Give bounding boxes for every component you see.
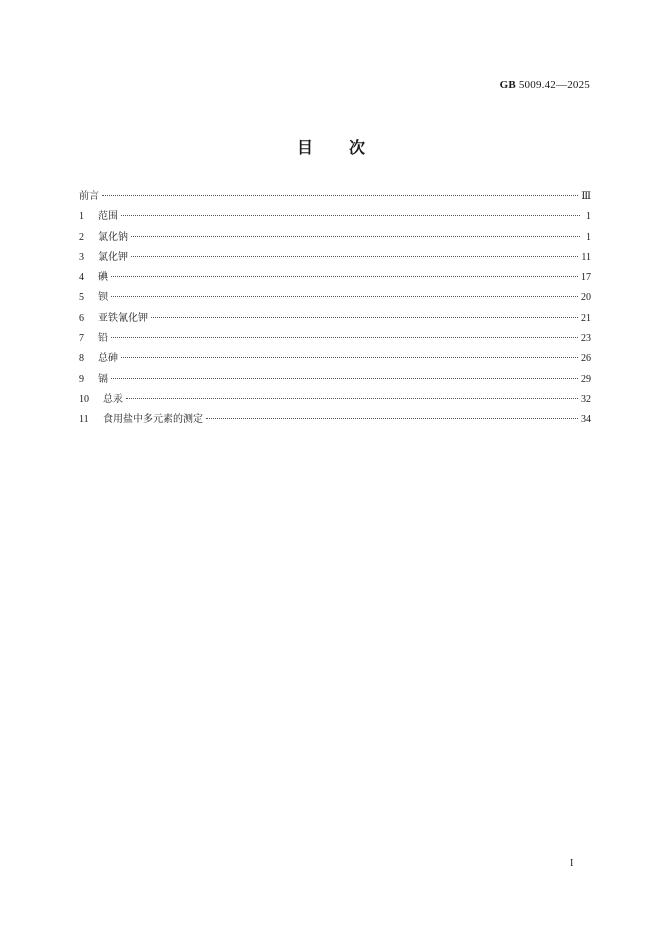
toc-page: 17 (581, 272, 591, 284)
toc-number: 6 (79, 312, 84, 324)
toc-page: Ⅲ (581, 191, 591, 202)
toc-label: 食用盐中多元素的测定 (103, 414, 203, 426)
toc-page: 34 (581, 414, 591, 426)
toc-entry-11[interactable] (79, 413, 591, 433)
toc-leader (111, 276, 578, 277)
table-of-contents (79, 190, 591, 434)
toc-label: 铅 (98, 333, 108, 345)
toc-number: 8 (79, 353, 84, 365)
toc-number: 11 (79, 414, 89, 426)
standard-prefix: GB (499, 79, 516, 91)
toc-number: 5 (79, 292, 84, 304)
toc-label: 镉 (98, 373, 108, 385)
toc-label: 碘 (98, 272, 108, 284)
toc-entry-4[interactable] (79, 271, 591, 291)
toc-label: 总汞 (103, 393, 123, 405)
toc-entry-10[interactable] (79, 393, 591, 413)
standard-number: 5009.42—2025 (518, 79, 590, 91)
toc-leader (206, 418, 578, 419)
toc-leader (111, 296, 578, 297)
toc-leader (131, 256, 578, 257)
toc-leader (121, 215, 580, 216)
toc-label: 钡 (98, 292, 108, 304)
toc-entry-7[interactable] (79, 332, 591, 352)
toc-number: 1 (79, 211, 84, 223)
page-number: I (570, 858, 574, 869)
toc-label: 范围 (98, 211, 118, 223)
toc-entry-9[interactable] (79, 373, 591, 393)
toc-entry-1[interactable] (79, 210, 591, 230)
toc-leader (121, 357, 578, 358)
toc-leader (111, 378, 578, 379)
toc-leader (151, 317, 578, 318)
toc-number: 4 (79, 272, 84, 284)
toc-label: 亚铁氰化钾 (98, 312, 148, 324)
toc-leader (126, 398, 578, 399)
toc-leader (102, 195, 578, 196)
toc-page: 29 (581, 373, 591, 385)
toc-entry-foreword[interactable] (79, 190, 591, 210)
toc-leader (131, 236, 580, 237)
toc-page: 1 (586, 231, 591, 243)
toc-page: 23 (581, 333, 591, 345)
toc-entry-3[interactable] (79, 251, 591, 271)
toc-page: 1 (586, 211, 591, 223)
toc-number: 3 (79, 251, 84, 263)
standard-code (500, 79, 590, 91)
toc-number: 7 (79, 333, 84, 345)
toc-label: 前言 (79, 191, 99, 202)
toc-label: 总砷 (98, 353, 118, 365)
toc-entry-8[interactable] (79, 352, 591, 372)
toc-label: 氯化钠 (98, 231, 128, 243)
toc-number: 10 (79, 393, 89, 405)
toc-label: 氯化钾 (98, 251, 128, 263)
toc-page: 32 (581, 393, 591, 405)
toc-number: 9 (79, 373, 84, 385)
page-title: 目次 (296, 138, 401, 157)
toc-number: 2 (79, 231, 84, 243)
toc-entry-6[interactable] (79, 312, 591, 332)
toc-entry-2[interactable] (79, 231, 591, 251)
toc-page: 20 (581, 292, 591, 304)
toc-entry-5[interactable] (79, 291, 591, 311)
toc-page: 11 (581, 251, 591, 263)
toc-page: 26 (581, 353, 591, 365)
toc-leader (111, 337, 578, 338)
toc-page: 21 (581, 312, 591, 324)
